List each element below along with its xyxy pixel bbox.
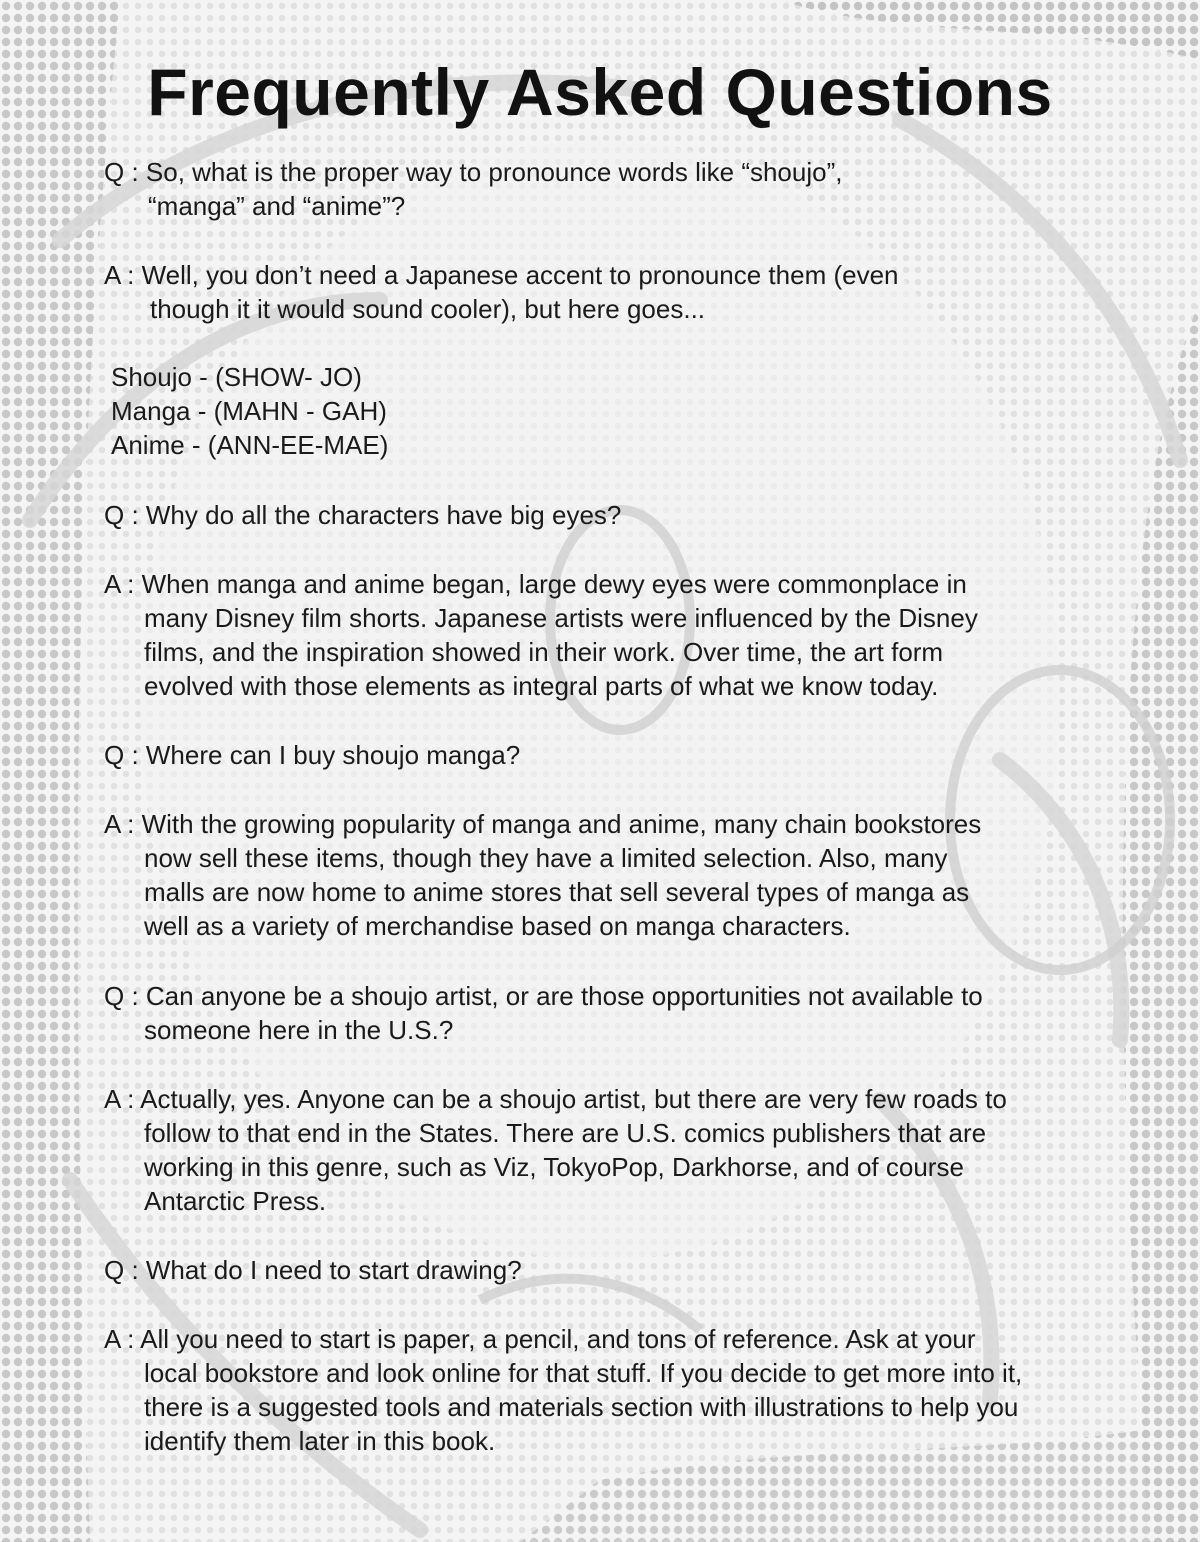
faq-answer-line: evolved with those elements as integral parts of what we know today.	[144, 671, 939, 701]
faq-answer-line: A : With the growing popularity of manga and anime, many chain bookstores	[104, 809, 982, 839]
faq-question-line: Q : Can anyone be a shoujo artist, or are those opportunities not available to	[104, 981, 983, 1011]
faq-question-line: Q : Why do all the characters have big eyes?	[104, 500, 622, 530]
faq-question-line: Q : So, what is the proper way to pronounce words like “shoujo”,	[104, 157, 843, 187]
faq-answer-line: working in this genre, such as Viz, TokyoPop, Darkhorse, and of course	[144, 1152, 964, 1182]
faq-question-line: Q : Where can I buy shoujo manga?	[104, 740, 521, 770]
faq-question-line: someone here in the U.S.?	[144, 1015, 454, 1045]
faq-question-line: “manga” and “anime”?	[148, 191, 406, 221]
faq-answer-line: films, and the inspiration showed in their work. Over time, the art form	[144, 637, 944, 667]
faq-answer-line: A : Well, you don’t need a Japanese accent to pronounce them (even	[104, 260, 899, 290]
faq-answer-line: well as a variety of merchandise based on manga characters.	[144, 911, 851, 941]
faq-answer-line: A : All you need to start is paper, a pencil, and tons of reference. Ask at your	[104, 1324, 976, 1354]
pronunciation-item: Anime - (ANN-EE-MAE)	[111, 430, 389, 460]
faq-answer-line: malls are now home to anime stores that sell several types of manga as	[144, 877, 970, 907]
page-title: Frequently Asked Questions	[147, 55, 1053, 129]
faq-answer-line: A : When manga and anime began, large dewy eyes were commonplace in	[104, 569, 967, 599]
faq-answer-line: identify them later in this book.	[144, 1426, 496, 1456]
faq-answer-line: A : Actually, yes. Anyone can be a shoujo artist, but there are very few roads to	[104, 1084, 1007, 1114]
pronunciation-item: Manga - (MAHN - GAH)	[111, 396, 387, 426]
faq-answer-line: now sell these items, though they have a limited selection. Also, many	[144, 843, 948, 873]
faq-answer-line: though it it would sound cooler), but here goes...	[150, 294, 706, 324]
faq-question-line: Q : What do I need to start drawing?	[104, 1255, 522, 1285]
faq-answer-line: there is a suggested tools and materials section with illustrations to help you	[144, 1392, 1019, 1422]
faq-answer-line: local bookstore and look online for that stuff. If you decide to get more into it,	[144, 1358, 1023, 1388]
faq-answer-line: many Disney film shorts. Japanese artists were influenced by the Disney	[144, 603, 978, 633]
pronunciation-item: Shoujo - (SHOW- JO)	[111, 362, 362, 392]
faq-answer-line: Antarctic Press.	[144, 1186, 327, 1216]
faq-answer-line: follow to that end in the States. There are U.S. comics publishers that are	[144, 1118, 987, 1148]
